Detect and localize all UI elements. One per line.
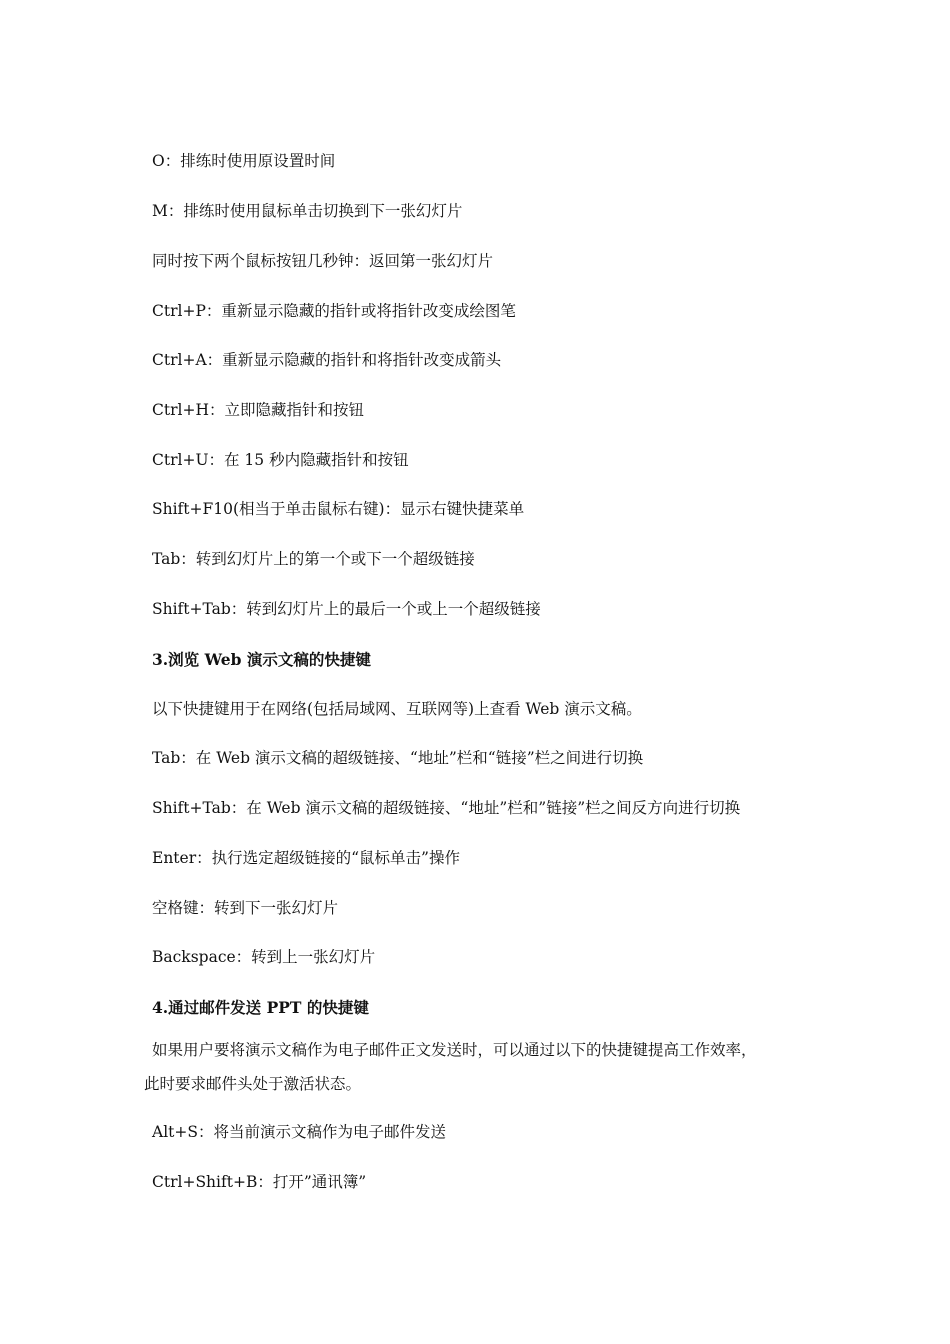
section-intro-web: 以下快捷键用于在网络(包括局域网、互联网等)上查看 Web 演示文稿。 (152, 700, 642, 718)
shortcut-line: Ctrl+Shift+B：打开”通讯簿” (152, 1173, 367, 1191)
shortcut-line: Shift+Tab：转到幻灯片上的最后一个或上一个超级链接 (152, 600, 541, 618)
section-heading-web: 3.浏览 Web 演示文稿的快捷键 (152, 650, 371, 669)
shortcut-line: Tab：在 Web 演示文稿的超级链接、“地址”栏和“链接”栏之间进行切换 (152, 749, 644, 767)
intro-line-1: 如果用户要将演示文稿作为电子邮件正文发送时，可以通过以下的快捷键提高工作效率， (152, 1041, 757, 1059)
shortcut-line: Ctrl+P：重新显示隐藏的指针或将指针改变成绘图笔 (152, 302, 516, 320)
shortcut-line: Ctrl+H：立即隐藏指针和按钮 (152, 401, 364, 419)
section-heading-email: 4.通过邮件发送 PPT 的快捷键 (152, 998, 369, 1017)
shortcut-line: Tab：转到幻灯片上的第一个或下一个超级链接 (152, 550, 475, 568)
shortcut-line: 空格键：转到下一张幻灯片 (152, 899, 339, 917)
shortcut-line: Shift+Tab：在 Web 演示文稿的超级链接、“地址”栏和”链接”栏之间反方向进行切换 (152, 799, 741, 817)
section-intro-email (144, 1033, 804, 1101)
shortcut-line: Backspace：转到上一张幻灯片 (152, 948, 376, 966)
shortcut-line: Enter：执行选定超级链接的“鼠标单击”操作 (152, 849, 460, 867)
shortcut-line: Ctrl+A：重新显示隐藏的指针和将指针改变成箭头 (152, 351, 502, 369)
shortcut-line: M：排练时使用鼠标单击切换到下一张幻灯片 (152, 202, 463, 220)
shortcut-line: 同时按下两个鼠标按钮几秒钟：返回第一张幻灯片 (152, 252, 494, 270)
shortcut-line: O：排练时使用原设置时间 (152, 152, 336, 170)
shortcut-line: Alt+S：将当前演示文稿作为电子邮件发送 (152, 1123, 446, 1141)
intro-line-2: 此时要求邮件头处于激活状态。 (144, 1075, 362, 1093)
shortcut-line: Shift+F10(相当于单击鼠标右键)：显示右键快捷菜单 (152, 500, 525, 518)
shortcut-line: Ctrl+U：在 15 秒内隐藏指针和按钮 (152, 451, 409, 469)
